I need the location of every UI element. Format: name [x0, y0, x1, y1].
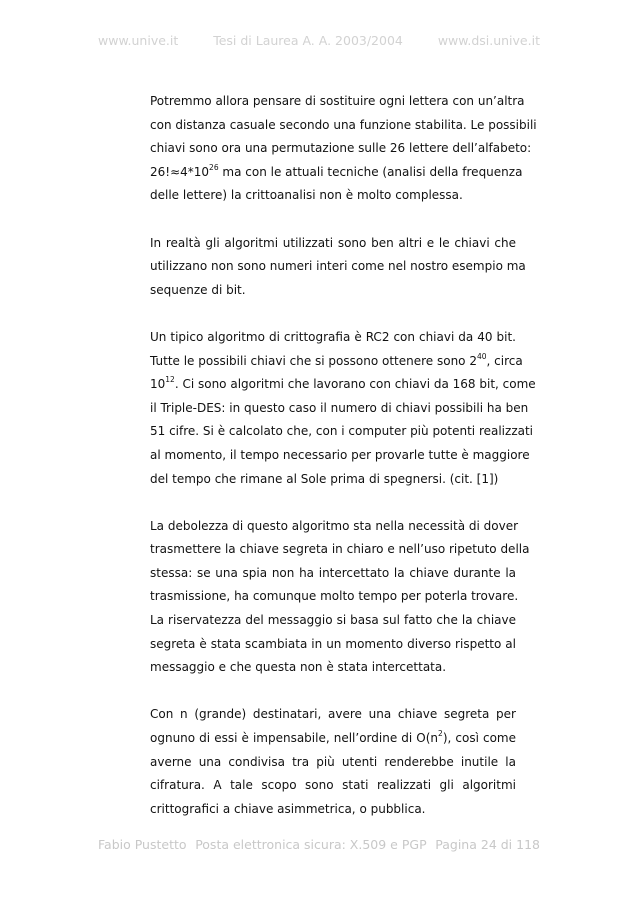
paragraph-3: [150, 326, 536, 491]
paragraph-6: [150, 703, 516, 821]
paragraph-5: [150, 609, 516, 680]
header-left-url: www.unive.it: [98, 33, 179, 48]
document-body: [150, 90, 537, 821]
text-line: In realtà gli algoritmi utilizzati sono ben altri e le chiavi che: [150, 235, 516, 250]
superscript: 40: [476, 351, 487, 361]
text-run: Tutte le possibili chiavi che si possono ottenere sono 2: [150, 353, 477, 368]
page-header: [98, 33, 540, 48]
superscript: 12: [165, 375, 175, 385]
text-run: . Ci sono algoritmi che lavorano con chiavi da 168 bit, come: [174, 377, 536, 392]
superscript: 26: [209, 162, 219, 172]
text-run: ma con le attuali tecniche (analisi della frequenza: [218, 164, 523, 179]
text-line: trasmettere la chiave segreta in chiaro e nell’uso ripetuto della: [150, 542, 530, 557]
text-line: [150, 350, 523, 374]
footer-author: Fabio Pustetto: [98, 837, 187, 852]
paragraph-4: [150, 515, 530, 609]
text-line: [150, 161, 523, 185]
text-line: trasmissione, ha comunque molto tempo per poterla trovare.: [150, 589, 519, 604]
text-line: Con n (grande) destinatari, avere una chiave segreta per: [150, 707, 516, 722]
text-run: ), così come: [442, 731, 517, 746]
text-line: segreta è stata scambiata in un momento diverso rispetto al: [150, 636, 516, 651]
text-line: Potremmo allora pensare di sostituire ogni lettera con un’altra: [150, 94, 525, 108]
text-line: del tempo che rimane al Sole prima di spegnersi. (cit. [1]): [150, 471, 499, 486]
text-line: La riservatezza del messaggio si basa sul fatto che la chiave: [150, 613, 516, 628]
text-line: [150, 727, 516, 751]
text-line: averne una condivisa tra più utenti renderebbe inutile la: [150, 754, 516, 769]
text-line: con distanza casuale secondo una funzione stabilita. Le possibili: [150, 117, 537, 132]
text-run: , circa: [486, 353, 523, 368]
text-line: sequenze di bit.: [150, 282, 246, 297]
text-line: [150, 373, 536, 397]
text-line: al momento, il tempo necessario per provarle tutte è maggiore: [150, 447, 530, 462]
page-number: Pagina 24 di 118: [435, 837, 540, 852]
superscript: 2: [438, 729, 443, 739]
text-line: delle lettere) la crittoanalisi non è molto complessa.: [150, 188, 463, 203]
paragraph-2: [150, 232, 526, 303]
text-line: crittografici a chiave asimmetrica, o pubblica.: [150, 801, 426, 816]
text-line: stessa: se una spia non ha intercettato la chiave durante la: [150, 565, 516, 580]
footer-thesis-title: Posta elettronica sicura: X.509 e PGP: [195, 837, 427, 852]
text-run: 10: [150, 377, 166, 392]
header-right-url: www.dsi.unive.it: [437, 33, 540, 48]
text-line: 51 cifre. Si è calcolato che, con i computer più potenti realizzati: [150, 424, 534, 439]
text-line: chiavi sono ora una permutazione sulle 26 lettere dell’alfabeto:: [150, 141, 532, 156]
text-run: 26!≈4*10: [150, 164, 210, 179]
paragraph-1: [150, 90, 537, 208]
header-thesis-title: Tesi di Laurea A. A. 2003/2004: [213, 33, 403, 48]
text-line: La debolezza di questo algoritmo sta nella necessità di dover: [150, 518, 519, 533]
text-run: ognuno di essi è impensabile, nell’ordine di O(n: [150, 731, 439, 746]
text-line: messaggio e che questa non è stata intercettata.: [150, 660, 447, 675]
page-footer: [98, 837, 540, 852]
text-line: Un tipico algoritmo di crittografia è RC2 con chiavi da 40 bit.: [150, 329, 516, 344]
text-line: il Triple-DES: in questo caso il numero di chiavi possibili ha ben: [150, 400, 529, 415]
text-line: cifratura. A tale scopo sono stati realizzati gli algoritmi: [150, 778, 516, 793]
text-line: utilizzano non sono numeri interi come nel nostro esempio ma: [150, 259, 526, 274]
